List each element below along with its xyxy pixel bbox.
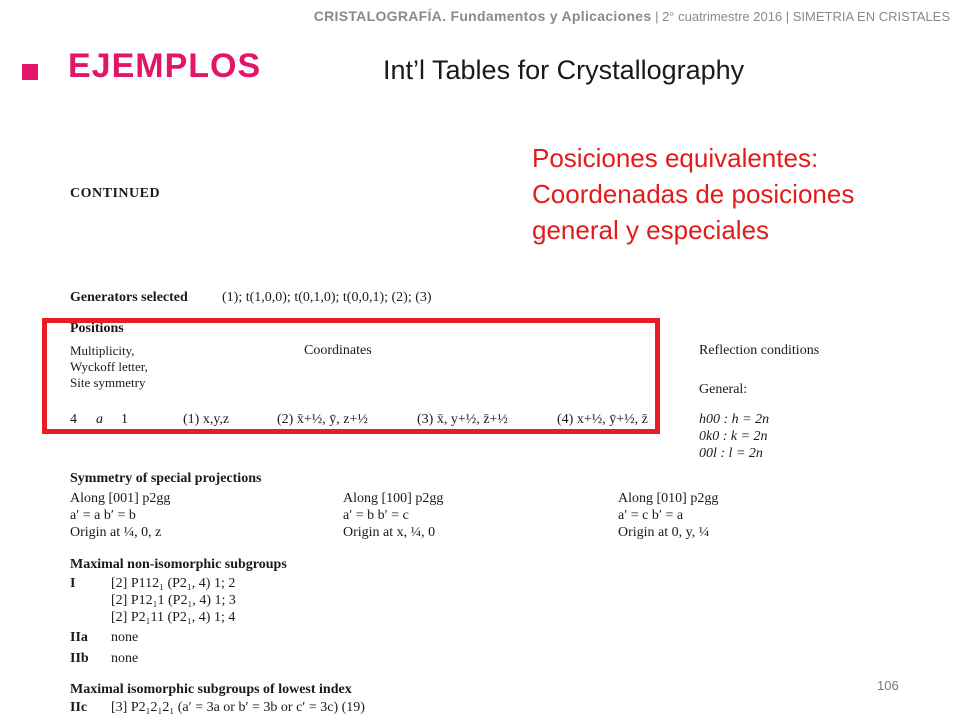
projection-origin: Origin at ¼, 0, z bbox=[70, 525, 162, 540]
projection-along: Along [100] p2gg bbox=[343, 491, 444, 506]
subgroup-IIb-value: none bbox=[111, 651, 139, 666]
subgroup-row: [2] P2₁11 (P2₁, 4) 1; 4 bbox=[111, 610, 236, 625]
note-line: Posiciones equivalentes: bbox=[532, 143, 819, 173]
generators-label: Generators selected bbox=[70, 290, 188, 305]
subgroup-IIc-label: IIc bbox=[70, 700, 88, 715]
page-number: 106 bbox=[877, 678, 899, 693]
subgroup-IIc-value: [3] P2₁2₁2₁ (a′ = 3a or b′ = 3b or c′ = 3c) (19) bbox=[111, 700, 365, 715]
coordinate-3: (3) x̄, y+½, z̄+½ bbox=[417, 412, 508, 427]
projection-axes: a′ = c b′ = a bbox=[618, 508, 684, 523]
site-value: 1 bbox=[121, 412, 128, 427]
subgroup-IIb-label: IIb bbox=[70, 651, 89, 666]
title-bullet-icon bbox=[22, 64, 38, 80]
subgroup-row: [2] P112₁ (P2₁, 4) 1; 2 bbox=[111, 576, 236, 591]
positions-label: Positions bbox=[70, 321, 124, 336]
coordinate-1: (1) x,y,z bbox=[183, 412, 230, 427]
coordinate-4: (4) x+½, ȳ+½, z̄ bbox=[557, 412, 648, 427]
course-title: CRISTALOGRAFÍA. Fundamentos y Aplicaciones bbox=[313, 8, 652, 24]
slide-subtitle: Int’l Tables for Crystallography bbox=[383, 55, 745, 85]
header-text bbox=[314, 8, 950, 24]
positions-highlight-box bbox=[42, 318, 660, 434]
projection-origin: Origin at x, ¼, 0 bbox=[343, 525, 436, 540]
isomorphic-subgroups-label: Maximal isomorphic subgroups of lowest index bbox=[70, 682, 352, 697]
projection-axes: a′ = b b′ = c bbox=[343, 508, 409, 523]
symmetry-projections-label: Symmetry of special projections bbox=[70, 471, 262, 486]
projection-origin: Origin at 0, y, ¼ bbox=[618, 525, 710, 540]
reflection-label: Reflection conditions bbox=[699, 343, 820, 358]
projection-along: Along [001] p2gg bbox=[70, 491, 171, 506]
note-line: general y especiales bbox=[532, 215, 770, 245]
subgroup-IIa-label: IIa bbox=[70, 630, 88, 645]
projection-along: Along [010] p2gg bbox=[618, 491, 719, 506]
coordinate-2: (2) x̄+½, ȳ, z+½ bbox=[277, 412, 368, 427]
condition-0k0: 0k0 : k = 2n bbox=[699, 429, 768, 444]
condition-h00: h00 : h = 2n bbox=[699, 412, 770, 427]
continued-label: CONTINUED bbox=[70, 186, 161, 201]
condition-00l: 00l : l = 2n bbox=[699, 446, 763, 461]
subgroup-IIa-value: none bbox=[111, 630, 139, 645]
general-label: General: bbox=[699, 382, 748, 397]
subgroup-row: [2] P12₁1 (P2₁, 4) 1; 3 bbox=[111, 593, 236, 608]
subgroup-I-label: I bbox=[70, 576, 76, 591]
site-symmetry-line: Site symmetry bbox=[70, 375, 146, 390]
multiplicity-value: 4 bbox=[70, 412, 77, 427]
annotation-note bbox=[532, 140, 854, 248]
wyckoff-value: a bbox=[96, 412, 103, 427]
generators-value: (1); t(1,0,0); t(0,1,0); t(0,0,1); (2); (3) bbox=[222, 290, 432, 305]
projection-axes: a′ = a b′ = b bbox=[70, 508, 136, 523]
header-bar bbox=[0, 0, 960, 34]
maximal-subgroups-label: Maximal non-isomorphic subgroups bbox=[70, 557, 287, 572]
slide-title: EJEMPLOS bbox=[68, 47, 262, 85]
note-line: Coordenadas de posiciones bbox=[532, 179, 855, 209]
coordinates-label: Coordinates bbox=[304, 343, 372, 358]
multiplicity-line: Multiplicity, bbox=[70, 343, 135, 358]
wyckoff-line: Wyckoff letter, bbox=[70, 359, 148, 374]
course-meta: | 2° cuatrimestre 2016 | SIMETRIA EN CRISTALES bbox=[651, 9, 950, 24]
